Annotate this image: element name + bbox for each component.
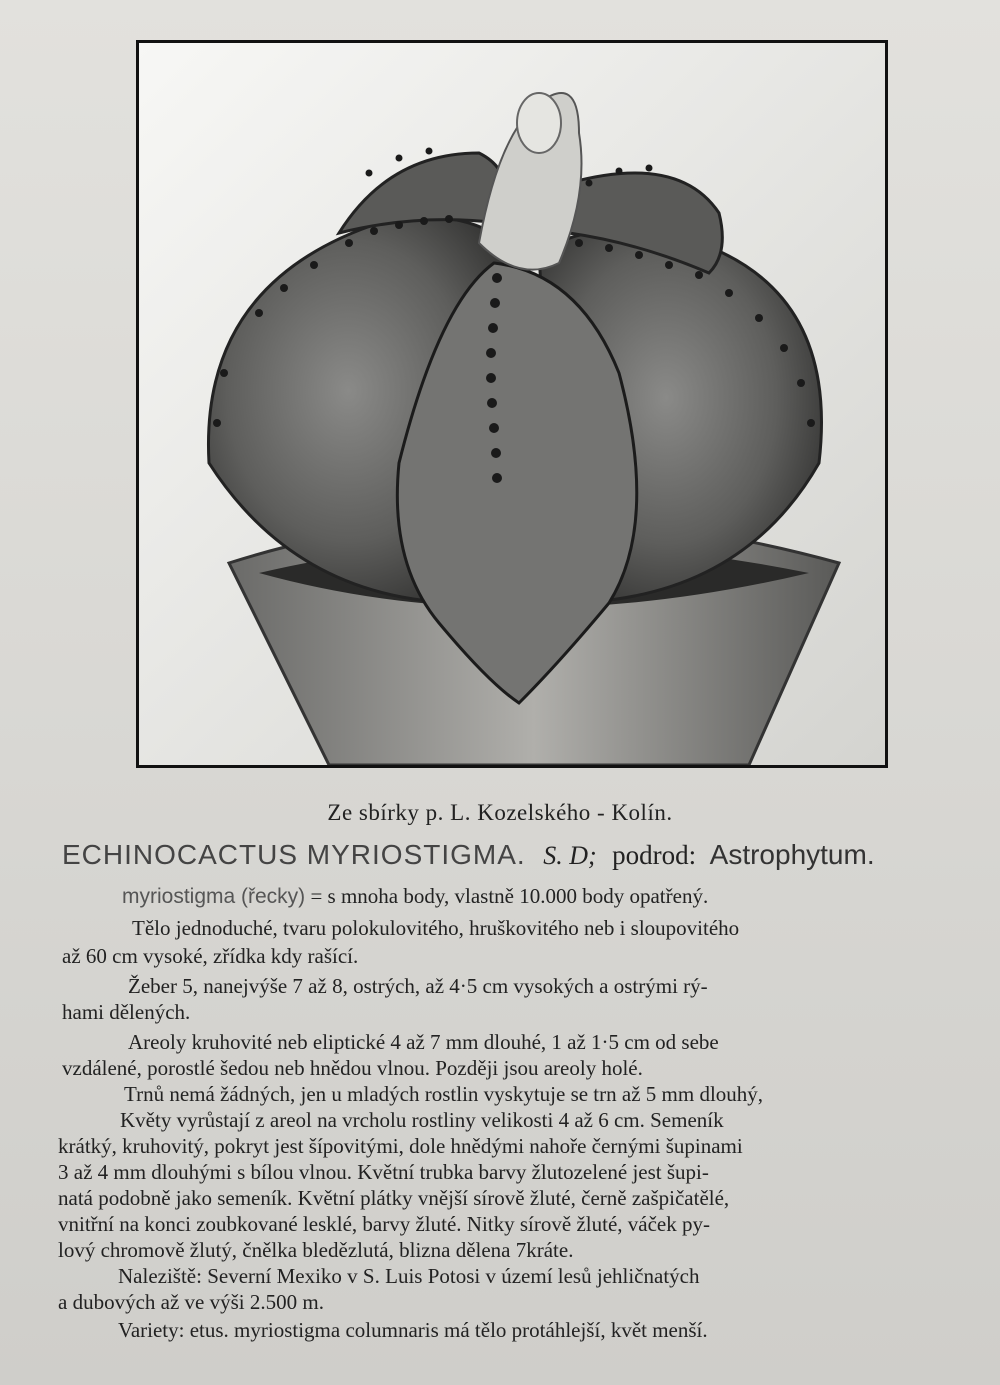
- text-line: vnitřní na konci zoubkované lesklé, barvy žluté. Nitky sírově žluté, váček py-: [58, 1212, 710, 1236]
- text-line: Variety: etus. myriostigma columnaris má tělo protáhlejší, květ menší.: [118, 1318, 708, 1342]
- text-line: až 60 cm vysoké, zřídka kdy rašící.: [62, 944, 359, 968]
- subgenus-name: Astrophytum.: [709, 839, 875, 870]
- species-name: ECHINOCACTUS MYRIOSTIGMA.: [62, 839, 526, 870]
- cactus-photo: [136, 40, 888, 768]
- etymology-term: myriostigma (řecky): [122, 885, 306, 908]
- text-line: Naleziště: Severní Mexiko v S. Luis Potosi v území lesů jehličnatých: [118, 1264, 700, 1288]
- etymology-line: [122, 884, 708, 909]
- text-line: Tělo jednoduché, tvaru polokulovitého, hruškovitého neb i sloupovitého: [132, 916, 740, 940]
- text-line: Žeber 5, nanejvýše 7 až 8, ostrých, až 4·5 cm vysokých a ostrými rý-: [128, 974, 708, 998]
- subgenus-label: podrod:: [612, 840, 697, 870]
- text-line: Trnů nemá žádných, jen u mladých rostlin vyskytuje se trn až 5 mm dlouhý,: [124, 1082, 764, 1106]
- species-author: S. D;: [543, 841, 597, 870]
- text-line: Květy vyrůstají z areol na vrcholu rostliny velikosti 4 až 6 cm. Semeník: [120, 1108, 724, 1132]
- text-line: 3 až 4 mm dlouhými s bílou vlnou. Květní trubka barvy žlutozelené jest šupi-: [58, 1160, 709, 1184]
- text-line: hami dělených.: [62, 1000, 191, 1024]
- text-line: krátký, kruhovitý, pokryt jest šípovitými, dole hnědými nahoře černými šupinami: [58, 1134, 743, 1158]
- species-title: [62, 838, 875, 872]
- text-line: natá podobně jako semeník. Květní plátky vnější sírově žluté, černě zašpičatělé,: [58, 1186, 730, 1210]
- text-line: vzdálené, porostlé šedou neb hnědou vlnou. Později jsou areoly holé.: [62, 1056, 643, 1080]
- text-line: Areoly kruhovité neb eliptické 4 až 7 mm dlouhé, 1 až 1·5 cm od sebe: [128, 1030, 719, 1054]
- etymology-explanation: = s mnoha body, vlastně 10.000 body opatřený.: [310, 884, 709, 908]
- photo-caption: Ze sbírky p. L. Kozelského - Kolín.: [327, 800, 673, 825]
- text-line: a dubových až ve výši 2.500 m.: [58, 1290, 324, 1314]
- text-line: lový chromově žlutý, čnělka bledězlutá, blizna dělena 7kráte.: [58, 1238, 574, 1262]
